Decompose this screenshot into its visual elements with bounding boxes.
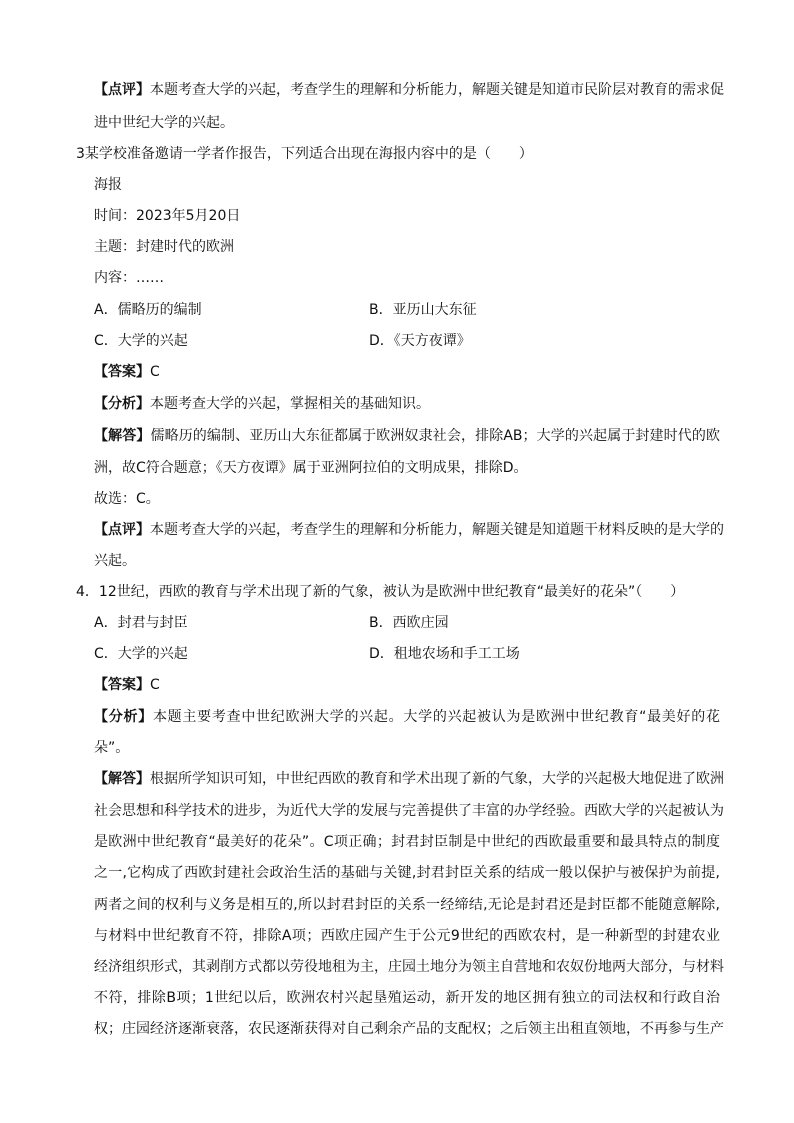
analysis-text: 本题主要考查中世纪欧洲大学的兴起。大学的兴起被认为是欧洲中世纪教育“最美好的花 [152,709,720,725]
solution-text: 根据所学知识可知，中世纪西欧的教育和学术出现了新的气象，大学的兴起极大地促进了欧洲 [150,771,724,787]
q3-option-c: C．大学的兴起 [94,333,188,349]
q4-option-a: A．封君与封臣 [94,615,188,631]
poster-content: 内容：…… [94,270,164,286]
solution-tag: 【解答】 [94,428,151,444]
comment-tag: 【点评】 [94,82,150,98]
analysis-tag: 【分析】 [94,396,150,412]
q3-choice: 故选：C。 [94,491,160,507]
q3-option-a: A．儒略历的编制 [94,302,202,318]
q4-solution-line-9: 权；庄园经济逐渐衰落，农民逐渐获得对自己剩余产品的支配权；之后领主出租直领地，不再参与生产 [94,1021,724,1037]
solution-tag: 【解答】 [94,771,150,787]
q4-answer [94,675,160,695]
comment-tag: 【点评】 [94,522,150,538]
q4-solution [94,769,724,789]
q3-solution [94,426,720,446]
answer-tag: 【答案】 [94,677,150,693]
comment-text-cont: 进中世纪大学的兴起。 [94,115,234,131]
answer-value: C [150,677,160,693]
analysis-text: 本题考查大学的兴起，掌握相关的基础知识。 [150,396,430,412]
q4-solution-line-8: 不符，排除B项；1世纪以后，欧洲农村兴起垦殖运动，新开发的地区拥有独立的司法权和行政自治 [94,990,720,1006]
q4-solution-line-2: 社会思想和科学技术的进步，为近代大学的发展与完善提供了丰富的办学经验。西欧大学的兴起被认为 [94,803,724,819]
q4-option-b: B．西欧庄园 [369,615,449,631]
question-4-stem: 4．12世纪，西欧的教育与学术出现了新的气象，被认为是欧洲中世纪教育“最美好的花朵”（ ） [76,584,685,600]
q4-option-d: D．租地农场和手工工场 [369,646,520,662]
q3-comment [94,520,724,540]
q3-option-d: D．《天方夜谭》 [369,333,471,349]
q4-solution-line-5: 两者之间的权利与义务是相互的,所以封君封臣的关系一经缔结,无论是封君还是封臣都不能随意解除, [94,897,720,913]
poster-theme: 主题：封建时代的欧洲 [94,239,234,255]
answer-tag: 【答案】 [94,364,150,380]
q4-solution-line-7: 经济组织形式，其剥削方式都以劳役地租为主，庄园土地分为领主自营地和农奴份地两大部分，与材料 [94,959,724,975]
q4-solution-line-3: 是欧洲中世纪教育“最美好的花朵”。C项正确；封君封臣制是中世纪的西欧最重要和最具特点的制度 [94,834,720,850]
q3-analysis [94,394,430,414]
q4-option-c: C．大学的兴起 [94,646,188,662]
answer-value: C [150,364,160,380]
q3-solution-cont: 洲，故C符合题意；《天方夜谭》属于亚洲阿拉伯的文明成果，排除D。 [94,460,528,476]
q4-solution-line-4: 之一,它构成了西欧封建社会政治生活的基础与关键,封君封臣关系的结成一般以保护与被保护为前提, [94,865,720,881]
q4-analysis-cont: 朵”。 [94,740,130,756]
solution-text: 儒略历的编制、亚历山大东征都属于欧洲奴隶社会，排除AB；大学的兴起属于封建时代的欧 [150,428,721,444]
q4-analysis [94,707,720,727]
comment-text: 本题考查大学的兴起，考查学生的理解和分析能力，解题关键是知道题干材料反映的是大学的 [150,522,724,538]
q3-comment-cont: 兴起。 [94,553,136,569]
comment-text: 本题考查大学的兴起，考查学生的理解和分析能力，解题关键是知道市民阶层对教育的需求促 [150,82,724,98]
question-3-stem: 3某学校准备邀请一学者作报告，下列适合出现在海报内容中的是（ ） [76,146,533,162]
q4-solution-line-6: 与材料中世纪教育不符，排除A项；西欧庄园产生于公元9世纪的西欧农村，是一种新型的封建农业 [94,928,720,944]
comment-line [94,80,724,100]
analysis-tag: 【分析】 [94,709,153,725]
poster-title: 海报 [94,177,122,193]
poster-time: 时间：2023年5月20日 [94,208,241,224]
q3-option-b: B．亚历山大东征 [369,302,477,318]
q3-answer [94,362,160,382]
